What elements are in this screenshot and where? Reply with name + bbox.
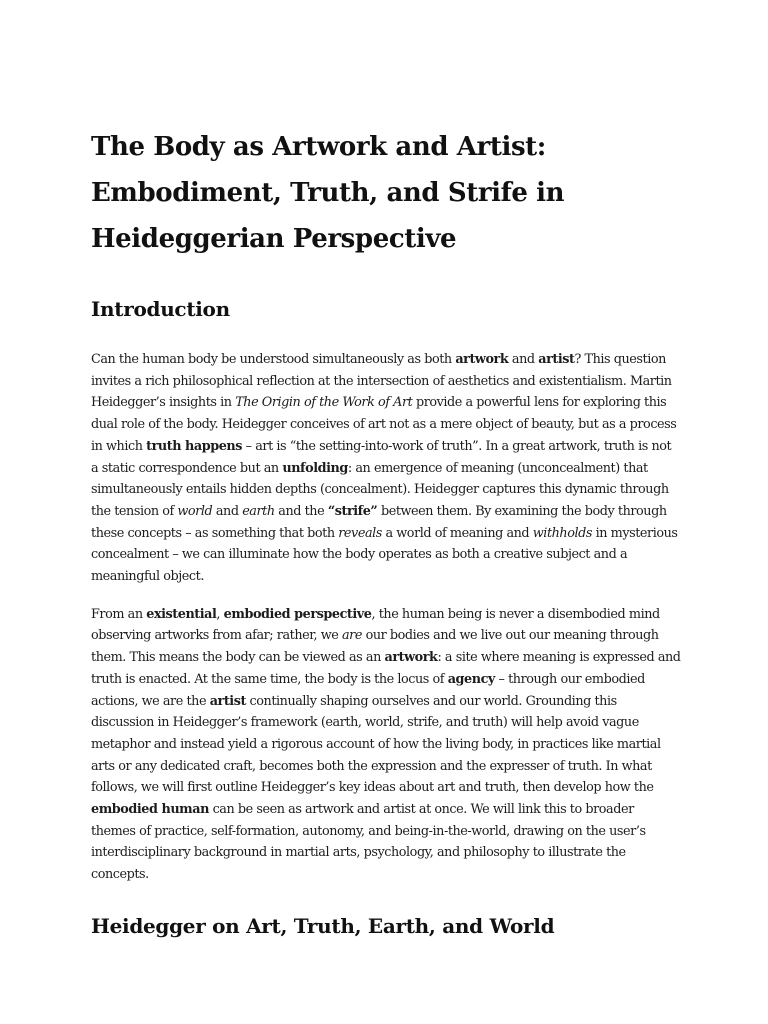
bold-term: artwork: [384, 650, 438, 666]
introduction-heading: Introduction: [91, 297, 230, 321]
italic-term: reveals: [338, 525, 382, 541]
text-run: between them. By examining the body through these concepts – as something that both: [91, 503, 667, 541]
bold-term: artist: [209, 693, 246, 709]
bold-term: embodied perspective: [223, 606, 372, 622]
bold-term: unfolding: [282, 460, 348, 476]
section-heading: Heidegger on Art, Truth, Earth, and World: [91, 913, 555, 938]
italic-term: world: [177, 503, 213, 519]
bold-term: artwork: [455, 352, 509, 367]
document-page: [91, 124, 681, 940]
italic-term: withholds: [532, 525, 592, 541]
text-run: provide a powerful lens for exploring this dual role of the body. Heidegger conceives of art not as a mere object of beauty, but as a process in which: [91, 395, 677, 454]
text-run: a world of meaning and: [381, 525, 533, 541]
introduction-paragraph-1: [91, 349, 681, 588]
text-run: – through our embodied actions, we are the: [91, 671, 645, 709]
italic-term: The Origin of the Work of Art: [235, 395, 413, 411]
introduction-paragraph-2: [91, 604, 681, 886]
text-run: our bodies and we live out our meaning through them. This means the body can be viewed as an: [91, 628, 659, 666]
text-run: can be seen as artwork and artist at once. We will link this to broader themes of practice, self-formation, autonomy, and being-in-the-world, drawing on the user’s interdisciplinary background in martial arts, psychology, and philosophy to illustrate the concepts.: [91, 802, 646, 883]
bold-term: embodied human: [91, 802, 209, 818]
text-run: continually shaping ourselves and our world. Grounding this discussion in Heidegger’s framework (earth, world, strife, and truth) will help avoid vague metaphor and instead yield a rigorous account of how the living body, in practices like martial arts or any dedicated craft, becomes both the expression and the expresser of truth. In what follows, we will first outline Heidegger’s key ideas about art and truth, then develop how the: [91, 693, 661, 796]
bold-term: truth happens: [146, 438, 243, 454]
italic-term: earth: [242, 503, 275, 519]
title-line: The Body as Artwork and Artist:: [91, 132, 546, 162]
text-run: and: [508, 352, 539, 367]
title-line: Embodiment, Truth, and Strife in: [91, 178, 565, 208]
text-run: : a site where meaning is expressed and truth is enacted. At the same time, the body is the locus of: [91, 650, 681, 687]
document-title: [91, 124, 681, 262]
text-run: ? This question invites a rich philosophical reflection at the intersection of aesthetics and existentialism. Martin Heidegger’s insights in: [91, 352, 672, 411]
bold-term: “strife”: [327, 503, 378, 519]
title-line: Heideggerian Perspective: [91, 224, 457, 254]
text-run: Can the human body be understood simultaneously as both: [91, 352, 456, 367]
text-run: : an emergence of meaning (unconcealment) that simultaneously entails hidden depths (concealment). Heidegger captures this dynamic through the tension of: [91, 460, 669, 519]
text-run: and the: [274, 503, 328, 519]
text-run: and: [212, 503, 243, 519]
text-run: in mysterious concealment – we can illuminate how the body operates as both a creative subject and a meaningful object.: [91, 525, 678, 585]
text-run: ,: [216, 606, 224, 622]
bold-term: artist: [538, 352, 575, 367]
italic-term: are: [341, 628, 362, 644]
bold-term: existential: [146, 606, 217, 622]
text-run: , the human being is never a disembodied mind observing artworks from afar; rather, we: [91, 606, 660, 644]
bold-term: agency: [447, 671, 495, 687]
text-run: – art is “the setting-into-work of truth”. In a great artwork, truth is not a static correspondence but an: [91, 438, 672, 476]
text-run: From an: [91, 606, 147, 622]
